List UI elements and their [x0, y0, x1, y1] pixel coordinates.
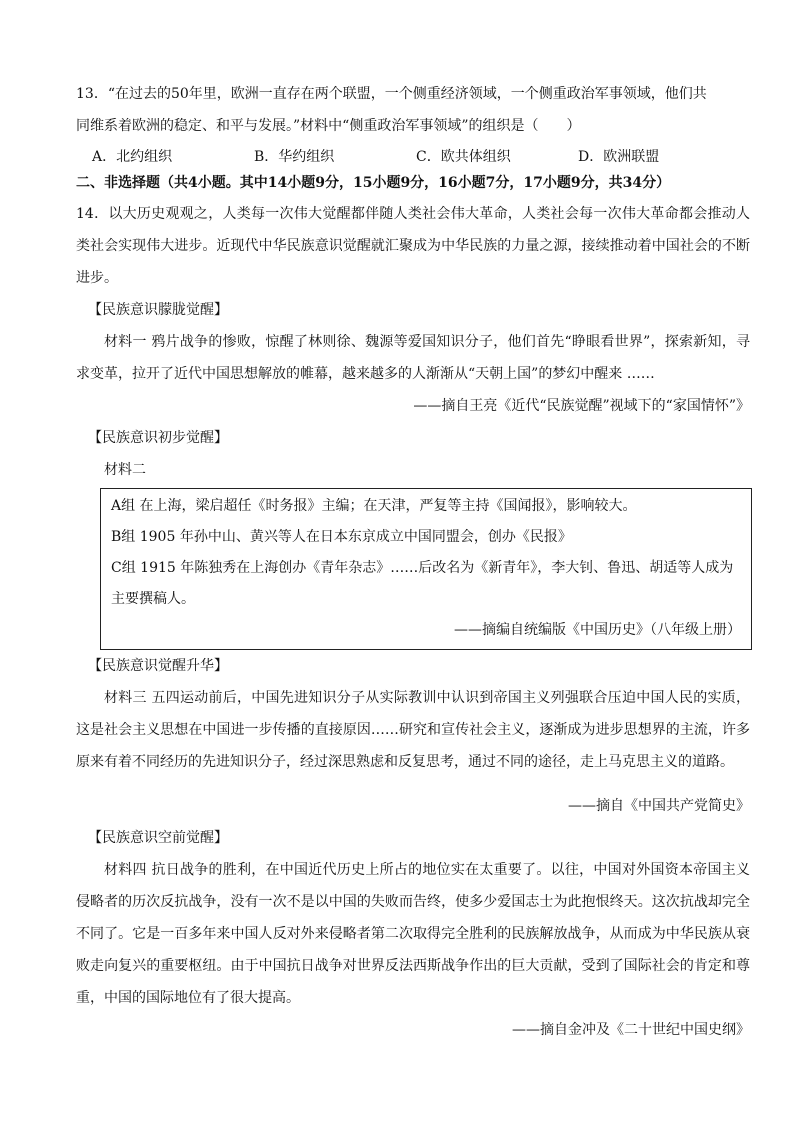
source-4: ——摘自金冲及《二十世纪中国史纲》: [512, 1022, 750, 1038]
q13-option-d: D．欧洲联盟: [578, 149, 660, 165]
heading-awakening-1: 【民族意识朦胧觉醒】: [88, 302, 228, 318]
source-3: ——摘自《中国共产党简史》: [568, 798, 750, 814]
q13-stem-line1: 13．“在过去的50年里，欧洲一直存在两个联盟，一个侧重经济领域，一个侧重政治军事领域，他们共: [76, 86, 707, 102]
material-2-group-c: C组 1915 年陈独秀在上海创办《青年杂志》……后改名为《新青年》，李大钊、鲁迅、胡适等人成为主要撰稿人。: [111, 560, 734, 607]
heading-awakening-2: 【民族意识初步觉醒】: [88, 430, 228, 446]
material-2-group-a: A组 在上海，梁启超任《时务报》主编；在天津，严复等主持《国闻报》，影响较大。: [111, 498, 637, 514]
material-1: 材料一 鸦片战争的惨败，惊醒了林则徐、魏源等爱国知识分子，他们首先“睁眼看世界”，探索新知，寻求变革，拉开了近代中国思想解放的帷幕，越来越多的人渐渐从“天朝上国”的梦幻中醒来 ……: [76, 334, 750, 382]
page-content: [76, 78, 750, 1046]
q13-option-c: C．欧共体组织: [416, 149, 511, 165]
source-2: ——摘编自统编版《中国历史》（八年级上册）: [454, 622, 741, 638]
q13-options: [76, 142, 750, 172]
heading-awakening-3: 【民族意识觉醒升华】: [88, 658, 228, 674]
material-2-box: [100, 488, 752, 650]
q13-stem-line2: 同维系着欧洲的稳定、和平与发展。”材料中“侧重政治军事领域”的组织是（ ）: [76, 118, 581, 134]
material-2-label: 材料二: [104, 462, 146, 478]
q14-intro: 14．以大历史观观之，人类每一次伟大觉醒都伴随人类社会伟大革命，人类社会每一次伟大革命都会推动人类社会实现伟大进步。近现代中华民族意识觉醒就汇聚成为中华民族的力量之源，接续推动着中国社会的不断进步。: [76, 206, 750, 286]
source-1: ——摘自王亮《近代“民族觉醒”视域下的“家国情怀”》: [413, 398, 750, 414]
material-4: 材料四 抗日战争的胜利，在中国近代历史上所占的地位实在太重要了。以往，中国对外国资本帝国主义侵略者的历次反抗战争，没有一次不是以中国的失败而告终，使多少爱国志士为此抱恨终天。这次抗战却完全不同了。它是一百多年来中国人反对外来侵略者第二次取得完全胜利的民族解放战争，从而成为中华民族从衰败走向复兴的重要枢纽。由于中国抗日战争对世界反法西斯战争作出的巨大贡献，受到了国际社会的肯定和尊重，中国的国际地位有了很大提高。: [76, 862, 750, 1006]
material-3: 材料三 五四运动前后，中国先进知识分子从实际教训中认识到帝国主义列强联合压迫中国人民的实质，这是社会主义思想在中国进一步传播的直接原因……研究和宣传社会主义，逐渐成为进步思想界的主流，许多原来有着不同经历的先进知识分子，经过深思熟虑和反复思考，通过不同的途径，走上马克思主义的道路。: [76, 690, 750, 770]
material-2-group-b: B组 1905 年孙中山、黄兴等人在日本东京成立中国同盟会，创办《民报》: [111, 529, 572, 545]
q13-option-a: A．北约组织: [92, 149, 173, 165]
heading-awakening-4: 【民族意识空前觉醒】: [88, 830, 228, 846]
section-2-title: 二、非选择题（共4小题。其中14小题9分，15小题9分，16小题7分，17小题9分，共34分）: [76, 175, 671, 191]
q13-option-b: B．华约组织: [254, 149, 335, 165]
